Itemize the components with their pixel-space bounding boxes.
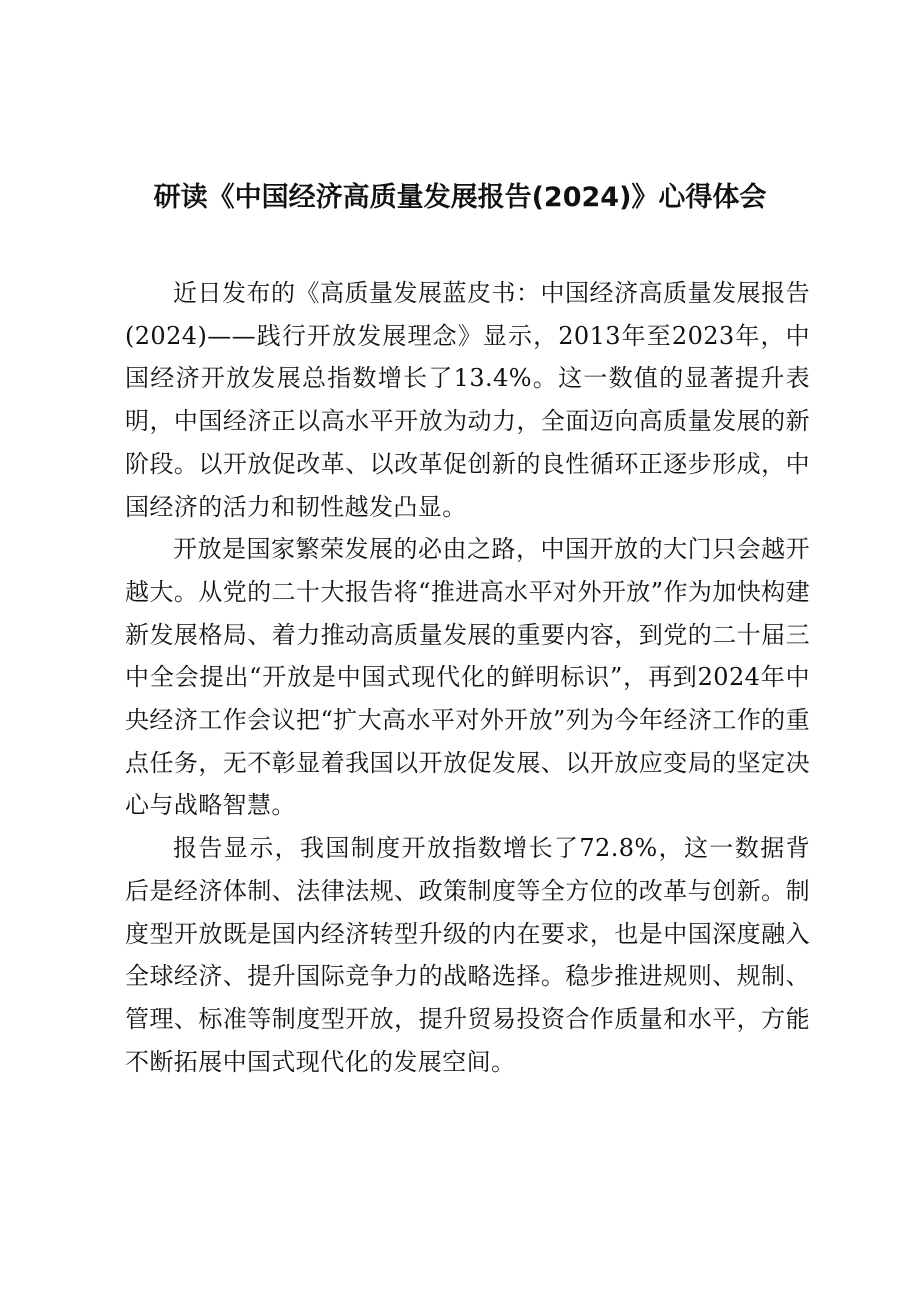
document-title: 研读《中国经济高质量发展报告(2024)》心得体会 [153,182,767,213]
paragraph-2: 开放是国家繁荣发展的必由之路，中国开放的大门只会越开越大。从党的二十大报告将“推进高水平对外开放”作为加快构建新发展格局、着力推动高质量发展的重要内容，到党的二十届三中全会提出“开放是中国式现代化的鲜明标识”，再到2024年中央经济工作会议把“扩大高水平对外开放”列为今年经济工作的重点任务，无不彰显着我国以开放促发展、以开放应变局的坚定决心与战略智慧。 [125,535,810,820]
document-body [125,272,810,1083]
paragraph-1: 近日发布的《高质量发展蓝皮书：中国经济高质量发展报告(2024)——践行开放发展理念》显示，2013年至2023年，中国经济开放发展总指数增长了13.4%。这一数值的显著提升表明，中国经济正以高水平开放为动力，全面迈向高质量发展的新阶段。以开放促改革、以改革促创新的良性循环正逐步形成，中国经济的活力和韧性越发凸显。 [125,279,810,521]
paragraph-3: 报告显示，我国制度开放指数增长了72.8%，这一数据背后是经济体制、法律法规、政策制度等全方位的改革与创新。制度型开放既是国内经济转型升级的内在要求，也是中国深度融入全球经济、提升国际竞争力的战略选择。稳步推进规则、规制、管理、标准等制度型开放，提升贸易投资合作质量和水平，方能不断拓展中国式现代化的发展空间。 [125,834,810,1076]
